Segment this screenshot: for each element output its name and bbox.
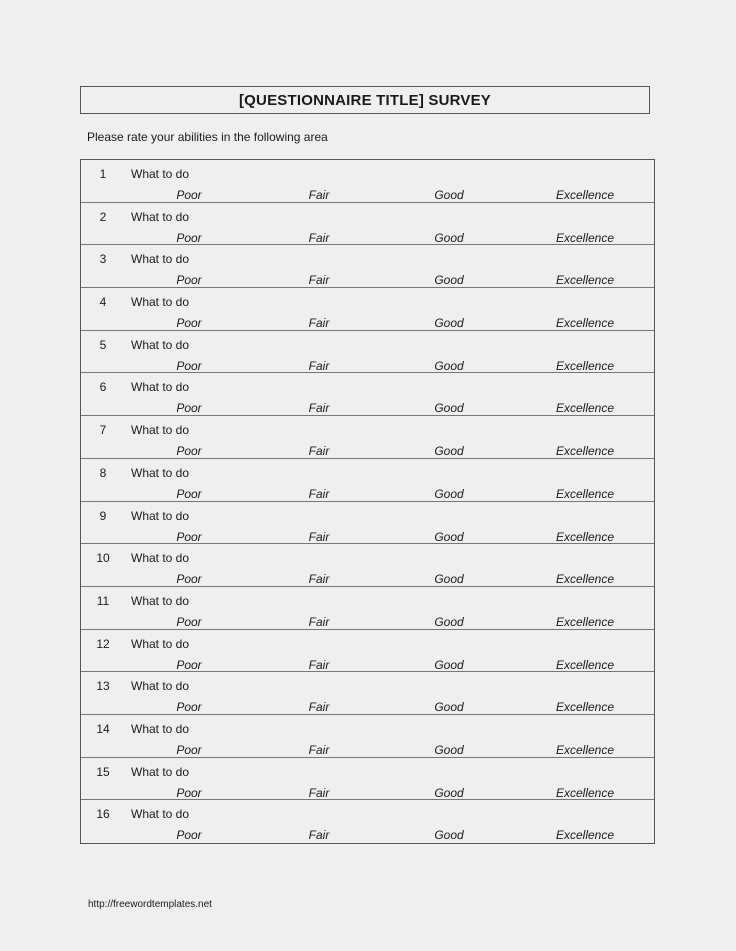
survey-row	[81, 587, 654, 630]
rating-option-excellence[interactable]: Excellence	[555, 358, 615, 373]
row-question: What to do	[131, 636, 190, 651]
survey-row	[81, 630, 654, 673]
survey-row	[81, 502, 654, 545]
rating-option-good[interactable]: Good	[434, 572, 464, 587]
row-number: 9	[99, 508, 107, 523]
row-number: 1	[99, 167, 107, 181]
row-question: What to do	[131, 209, 190, 224]
row-number: 12	[96, 636, 110, 651]
rating-option-poor[interactable]: Poor	[176, 230, 202, 245]
row-question: What to do	[131, 764, 190, 779]
survey-row	[81, 672, 654, 715]
rating-option-good[interactable]: Good	[434, 188, 464, 202]
rating-option-good[interactable]: Good	[434, 614, 464, 629]
row-question: What to do	[131, 380, 190, 395]
rating-option-fair[interactable]: Fair	[308, 486, 330, 501]
survey-title: [QUESTIONNAIRE TITLE] SURVEY	[238, 91, 491, 109]
row-question: What to do	[131, 508, 190, 523]
rating-option-good[interactable]: Good	[434, 529, 464, 544]
row-question: What to do	[131, 295, 190, 310]
rating-option-fair[interactable]: Fair	[308, 401, 330, 416]
rating-option-good[interactable]: Good	[434, 657, 464, 672]
rating-option-fair[interactable]: Fair	[308, 572, 330, 587]
rating-option-excellence[interactable]: Excellence	[555, 657, 615, 672]
rating-option-poor[interactable]: Poor	[176, 401, 202, 416]
rating-option-poor[interactable]: Poor	[176, 828, 202, 843]
survey-row	[81, 331, 654, 374]
row-question: What to do	[131, 593, 190, 608]
rating-option-good[interactable]: Good	[434, 316, 464, 331]
row-question: What to do	[131, 337, 190, 352]
rating-option-good[interactable]: Good	[434, 401, 464, 416]
row-number: 11	[96, 593, 110, 608]
survey-row	[81, 459, 654, 502]
survey-row	[81, 203, 654, 246]
rating-option-fair[interactable]: Fair	[308, 273, 330, 288]
survey-row	[81, 160, 654, 203]
rating-option-excellence[interactable]: Excellence	[555, 742, 615, 757]
rating-option-poor[interactable]: Poor	[176, 657, 202, 672]
survey-intro: Please rate your abilities in the following area	[87, 130, 328, 144]
rating-option-fair[interactable]: Fair	[308, 614, 330, 629]
row-question: What to do	[131, 679, 190, 694]
rating-option-good[interactable]: Good	[434, 700, 464, 715]
rating-option-fair[interactable]: Fair	[308, 700, 330, 715]
rating-option-excellence[interactable]: Excellence	[555, 316, 615, 331]
rating-option-fair[interactable]: Fair	[308, 358, 330, 373]
rating-option-excellence[interactable]: Excellence	[555, 188, 615, 202]
rating-option-excellence[interactable]: Excellence	[555, 614, 615, 629]
survey-row	[81, 245, 654, 288]
row-question: What to do	[131, 252, 190, 267]
rating-option-fair[interactable]: Fair	[308, 529, 330, 544]
rating-option-excellence[interactable]: Excellence	[555, 401, 615, 416]
survey-row	[81, 800, 654, 843]
survey-row	[81, 416, 654, 459]
row-number: 5	[99, 337, 107, 352]
row-number: 15	[96, 764, 110, 779]
rating-option-excellence[interactable]: Excellence	[555, 529, 615, 544]
rating-option-fair[interactable]: Fair	[308, 188, 330, 202]
rating-option-good[interactable]: Good	[434, 358, 464, 373]
row-number: 6	[99, 380, 107, 395]
rating-option-poor[interactable]: Poor	[176, 700, 202, 715]
rating-option-poor[interactable]: Poor	[176, 785, 202, 800]
rating-option-poor[interactable]: Poor	[176, 529, 202, 544]
rating-option-poor[interactable]: Poor	[176, 614, 202, 629]
rating-option-excellence[interactable]: Excellence	[555, 700, 615, 715]
rating-option-poor[interactable]: Poor	[176, 444, 202, 459]
rating-option-good[interactable]: Good	[434, 828, 464, 843]
row-number: 13	[96, 679, 110, 694]
rating-option-poor[interactable]: Poor	[176, 486, 202, 501]
row-number: 3	[99, 252, 107, 267]
row-number: 14	[96, 721, 110, 736]
rating-option-fair[interactable]: Fair	[308, 785, 330, 800]
rating-option-fair[interactable]: Fair	[308, 444, 330, 459]
row-number: 4	[99, 295, 107, 310]
row-question: What to do	[131, 423, 190, 438]
rating-option-good[interactable]: Good	[434, 444, 464, 459]
rating-option-good[interactable]: Good	[434, 742, 464, 757]
rating-option-excellence[interactable]: Excellence	[555, 273, 615, 288]
survey-row	[81, 758, 654, 801]
row-number: 7	[99, 423, 107, 438]
survey-row	[81, 544, 654, 587]
survey-row	[81, 288, 654, 331]
rating-option-fair[interactable]: Fair	[308, 742, 330, 757]
rating-option-excellence[interactable]: Excellence	[555, 572, 615, 587]
row-number: 2	[99, 209, 107, 224]
rating-option-good[interactable]: Good	[434, 273, 464, 288]
rating-option-good[interactable]: Good	[434, 486, 464, 501]
row-number: 10	[96, 551, 110, 566]
rating-option-excellence[interactable]: Excellence	[555, 785, 615, 800]
rating-option-poor[interactable]: Poor	[176, 742, 202, 757]
rating-option-poor[interactable]: Poor	[176, 273, 202, 288]
rating-option-excellence[interactable]: Excellence	[555, 230, 615, 245]
survey-title-box	[80, 86, 650, 114]
rating-option-good[interactable]: Good	[434, 230, 464, 245]
rating-option-excellence[interactable]: Excellence	[555, 444, 615, 459]
row-number: 16	[96, 807, 110, 822]
rating-option-fair[interactable]: Fair	[308, 230, 330, 245]
row-number: 8	[99, 465, 107, 480]
row-question: What to do	[131, 807, 190, 822]
survey-row	[81, 373, 654, 416]
row-question: What to do	[131, 721, 190, 736]
rating-option-poor[interactable]: Poor	[176, 572, 202, 587]
rating-option-fair[interactable]: Fair	[308, 657, 330, 672]
row-question: What to do	[131, 167, 190, 181]
rating-option-good[interactable]: Good	[434, 785, 464, 800]
survey-row	[81, 715, 654, 758]
survey-table	[80, 159, 655, 844]
rating-option-fair[interactable]: Fair	[308, 828, 330, 843]
row-question: What to do	[131, 465, 190, 480]
rating-option-poor[interactable]: Poor	[176, 316, 202, 331]
rating-option-excellence[interactable]: Excellence	[555, 828, 615, 843]
footer-url-link[interactable]: http://freewordtemplates.net	[88, 899, 212, 910]
row-question: What to do	[131, 551, 190, 566]
rating-option-fair[interactable]: Fair	[308, 316, 330, 331]
rating-option-excellence[interactable]: Excellence	[555, 486, 615, 501]
rating-option-poor[interactable]: Poor	[176, 358, 202, 373]
rating-option-poor[interactable]: Poor	[176, 188, 202, 202]
